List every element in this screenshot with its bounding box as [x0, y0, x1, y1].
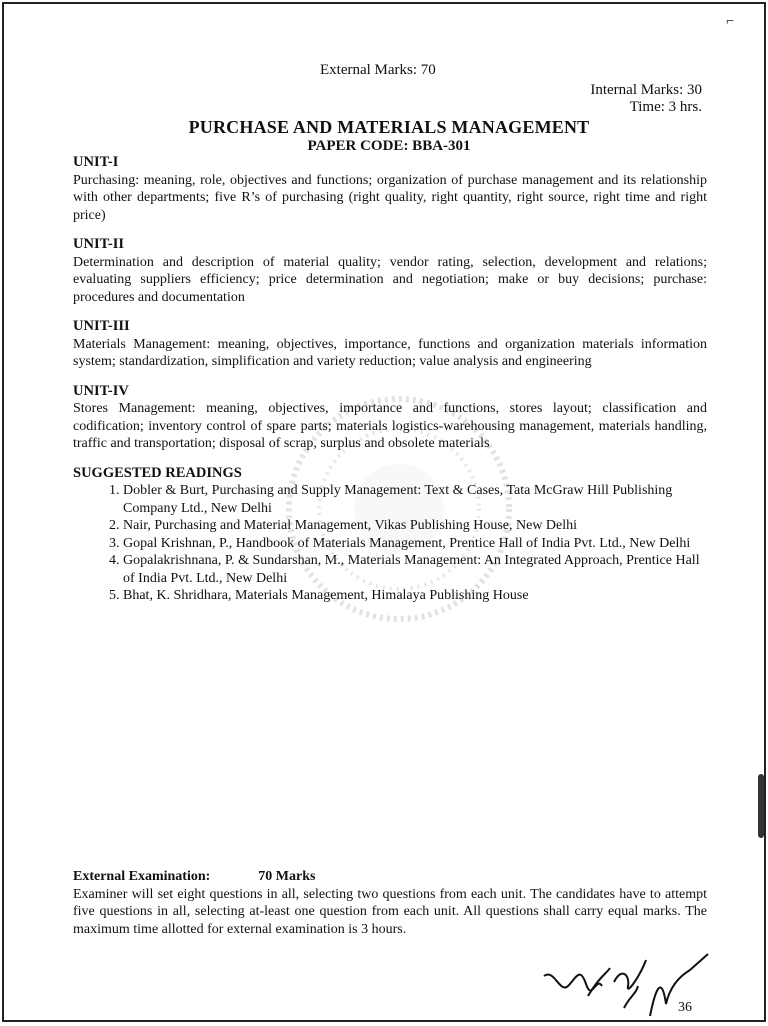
- unit-heading: UNIT-I: [73, 154, 119, 170]
- document-page: [2, 2, 766, 1022]
- page-number: 36: [678, 1000, 692, 1015]
- corner-mark: ⌐: [726, 14, 734, 29]
- unit-heading: UNIT-IV: [73, 382, 129, 399]
- reading-item: 2. Nair, Purchasing and Material Management, Vikas Publishing House, New Delhi: [123, 517, 707, 535]
- readings-heading: SUGGESTED READINGS: [73, 464, 242, 481]
- unit-4: [73, 383, 707, 453]
- external-marks: External Marks: 70: [320, 62, 436, 78]
- internal-marks: Internal Marks: 30: [590, 82, 702, 98]
- exam-marks: 70 Marks: [258, 869, 316, 884]
- reading-item: 3. Gopal Krishnan, P., Handbook of Materials Management, Prentice Hall of India Pvt. Ltd., New Delhi: [123, 535, 707, 553]
- exam-heading: [73, 868, 707, 886]
- unit-heading: UNIT-III: [73, 318, 130, 334]
- internal-marks-block: [590, 82, 702, 116]
- reading-item: 4. Gopalakrishnana, P. & Sundarshan, M., Materials Management: An Integrated Approach, Prentice Hall of India Pvt. Ltd., New Delhi: [123, 552, 707, 587]
- unit-1: [73, 154, 707, 224]
- exam-instructions: Examiner will set eight questions in all, selecting two questions from each unit. The candidates have to attempt five questions in all, selecting at-least one question from each unit. All questions shall carry equal marks. The maximum time allotted for external examination is 3 hours.: [73, 886, 707, 937]
- scrollbar-thumb[interactable]: [758, 774, 764, 838]
- page-title: PURCHASE AND MATERIALS MANAGEMENT: [188, 117, 590, 137]
- external-examination: [73, 868, 707, 938]
- unit-text: Purchasing: meaning, role, objectives and functions; organization of purchase management and its relationship with other departments; five R’s of purchasing (right quality, right quantity, right source, right time and right price): [73, 172, 707, 223]
- readings-list: [73, 482, 707, 605]
- suggested-readings: [73, 465, 707, 605]
- unit-2: [73, 236, 707, 306]
- signature: [540, 946, 720, 1026]
- unit-text: Stores Management: meaning, objectives, importance and functions, stores layout; classification and codification; inventory control of spare parts; materials logistics-warehousing management, materials handling, traffic and transportation; disposal of scrap, surplus and obsolete materials: [73, 401, 707, 451]
- exam-label: External Examination:: [73, 869, 211, 884]
- paper-code: PAPER CODE: BBA-301: [307, 138, 471, 154]
- reading-item: 5. Bhat, K. Shridhara, Materials Management, Himalaya Publishing House: [123, 587, 707, 605]
- unit-heading: UNIT-II: [73, 236, 125, 252]
- unit-3: [73, 318, 707, 371]
- syllabus-content: [73, 154, 707, 605]
- unit-text: Determination and description of material quality; vendor rating, selection, development and relations; evaluating suppliers efficiency; price determination and negotiation; make or buy decisions; purchase: procedures and documentation: [73, 254, 707, 305]
- reading-item: 1. Dobler & Burt, Purchasing and Supply Management: Text & Cases, Tata McGraw Hill Publishing Company Ltd., New Delhi: [123, 482, 707, 517]
- exam-time: Time: 3 hrs.: [629, 99, 702, 115]
- unit-text: Materials Management: meaning, objectives, importance, functions and organization materials information system; standardization, simplification and variety reduction; value analysis and engineering: [73, 336, 707, 369]
